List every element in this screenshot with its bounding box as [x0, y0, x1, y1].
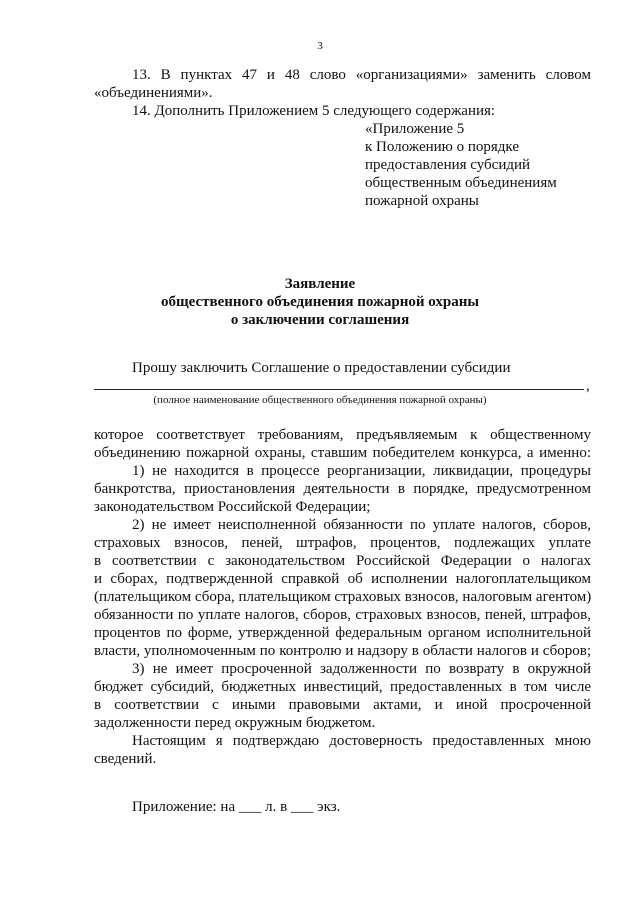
page-number: 3 — [317, 40, 323, 52]
body-line: бюджет субсидий, бюджетных инвестиций, предоставленных в том числе — [94, 679, 591, 695]
body-line: в соответствии с иными правовыми актами, и иной просроченной — [94, 697, 591, 713]
appendix-header-line: к Положению о порядке — [365, 139, 519, 155]
document-subtitle: о заключении соглашения — [230, 312, 410, 328]
body-line: Настоящим я подтверждаю достоверность предоставленных мною — [132, 733, 591, 749]
body-line: страховых взносов, пеней, штрафов, процентов, подлежащих уплате — [94, 535, 591, 551]
body-line: обязанности по уплате налогов, сборов, страховых взносов, пеней, штрафов, — [94, 607, 591, 623]
body-line: сведений. — [94, 751, 157, 767]
underline-comma: , — [586, 378, 590, 394]
underline-caption: (полное наименование общественного объединения пожарной охраны) — [153, 394, 487, 406]
body-line: 3) не имеет просроченной задолженности по возврату в окружной — [132, 661, 591, 677]
name-underline — [94, 389, 584, 390]
appendix-header-line: пожарной охраны — [365, 193, 479, 209]
body-line: задолженности перед окружным бюджетом. — [94, 715, 376, 731]
body-line: объединению пожарной охраны, ставшим победителем конкурса, а именно: — [94, 445, 591, 461]
body-line: которое соответствует требованиям, предъявляемым к общественному — [94, 427, 591, 443]
item-14: 14. Дополнить Приложением 5 следующего содержания: — [132, 103, 496, 119]
body-line: 1) не находится в процессе реорганизации, ликвидации, процедуры — [132, 463, 591, 479]
body-line: власти, уполномоченным по контролю и надзору в области налогов и сборов; — [94, 643, 591, 659]
body-line: (плательщиком сбора, плательщиком страховых взносов, налоговым агентом) — [94, 589, 592, 605]
body-line: банкротства, приостановления деятельности в порядке, предусмотренном — [94, 481, 591, 497]
body-line: процентов по форме, утвержденной федеральным органом исполнительной — [94, 625, 591, 641]
document-subtitle: общественного объединения пожарной охраны — [160, 294, 480, 310]
appendix-header-line: общественным объединениям — [365, 175, 557, 191]
item-13-line-1: 13. В пунктах 47 и 48 слово «организациями» заменить словом — [132, 67, 591, 83]
body-line: 2) не имеет неисполненной обязанности по уплате налогов, сборов, — [132, 517, 591, 533]
item-13-line-2: «объединениями». — [94, 85, 213, 101]
body-line: и сборах, подтвержденной справкой об исполнении налогоплательщиком — [94, 571, 591, 587]
request-text: Прошу заключить Соглашение о предоставлении субсидии — [132, 360, 511, 376]
document-title: Заявление — [284, 276, 356, 292]
attachment-line: Приложение: на ___ л. в ___ экз. — [132, 799, 341, 815]
body-line: в соответствии с законодательством Российской Федерации о налогах — [94, 553, 591, 569]
appendix-header — [365, 120, 557, 210]
appendix-header-line: «Приложение 5 — [365, 121, 465, 137]
appendix-header-line: предоставления субсидий — [365, 157, 531, 173]
body-line: законодательством Российской Федерации; — [94, 499, 371, 515]
